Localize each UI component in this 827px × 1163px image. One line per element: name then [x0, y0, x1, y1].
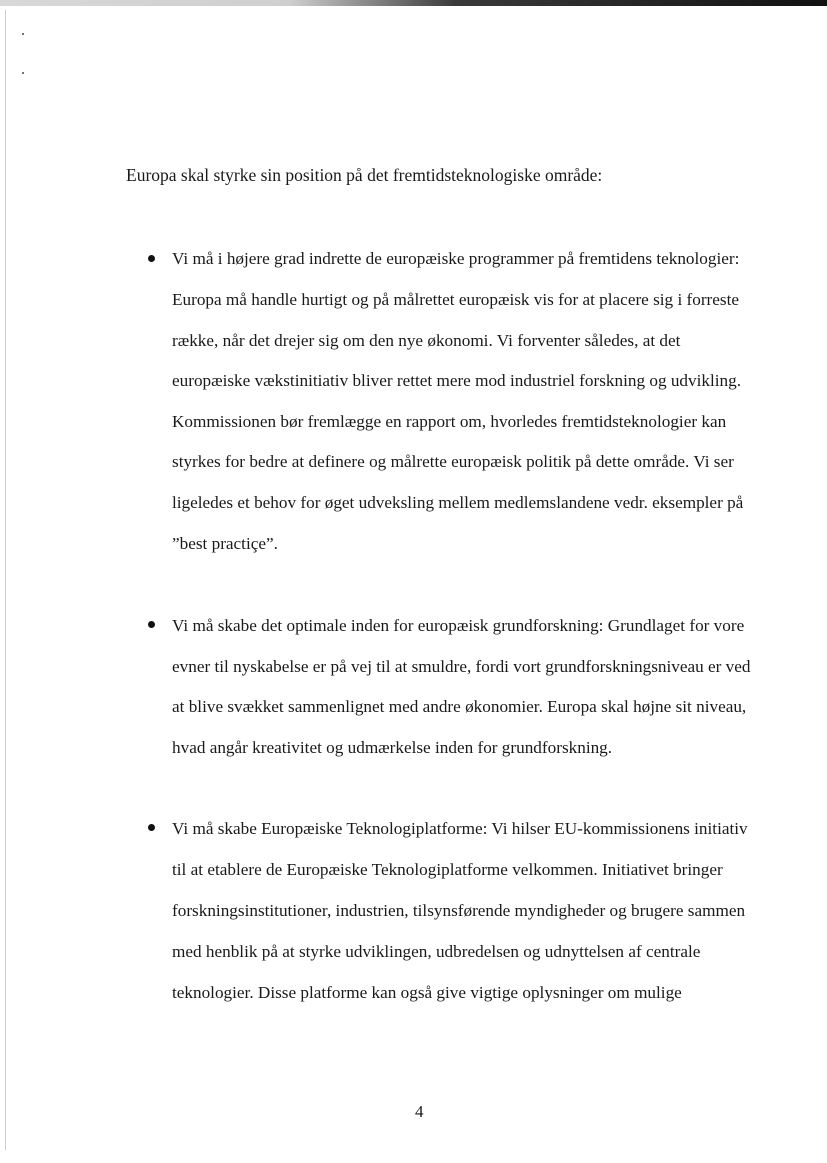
scan-speck [22, 72, 24, 74]
bullet-line: ligeledes et behov for øget udveksling mellem medlemslandene vedr. eksempler på [172, 493, 744, 512]
bullet-icon [148, 255, 155, 262]
bullet-line: Europa må handle hurtigt og på målrettet europæisk vis for at placere sig i forreste [172, 290, 740, 309]
bullet-line: Kommissionen bør fremlægge en rapport om, hvorledes fremtidsteknologier kan [172, 412, 727, 431]
bullet-line: hvad angår kreativitet og udmærkelse inden for grundforskning. [172, 738, 613, 757]
page-number: 4 [415, 1102, 424, 1121]
bullet-line: række, når det drejer sig om den nye økonomi. Vi forventer således, at det [172, 331, 681, 350]
bullet-line: at blive svækket sammenlignet med andre økonomier. Europa skal højne sit niveau, [172, 697, 747, 716]
section-heading: Europa skal styrke sin position på det fremtidsteknologiske område: [126, 165, 603, 185]
bullet-line: med henblik på at styrke udviklingen, udbredelsen og udnyttelsen af centrale [172, 942, 701, 961]
bullet-line: styrkes for bedre at definere og målrette europæisk politik på dette område. Vi ser [172, 452, 734, 471]
bullet-line: Vi må skabe Europæiske Teknologiplatforme: Vi hilser EU-kommissionens initiativ [172, 819, 748, 838]
bullet-line: evner til nyskabelse er på vej til at smuldre, fordi vort grundforskningsniveau er ved [172, 657, 751, 676]
bullet-line: teknologier. Disse platforme kan også give vigtige oplysninger om mulige [172, 983, 682, 1002]
bullet-icon [148, 621, 155, 628]
bullet-line: ”best practiçe”. [172, 534, 278, 553]
bullet-line: forskningsinstitutioner, industrien, tilsynsførende myndigheder og brugere sammen [172, 901, 746, 920]
scan-speck [22, 33, 24, 35]
bullet-line: til at etablere de Europæiske Teknologiplatforme velkommen. Initiativet bringer [172, 860, 723, 879]
bullet-line: Vi må i højere grad indrette de europæiske programmer på fremtidens teknologier: [172, 249, 740, 268]
scan-top-edge [0, 0, 827, 6]
bullet-line: europæiske vækstinitiativ bliver rettet mere mod industriel forskning og udvikling. [172, 371, 742, 390]
bullet-line: Vi må skabe det optimale inden for europæisk grundforskning: Grundlaget for vore [172, 616, 745, 635]
bullet-icon [148, 824, 155, 831]
scan-left-edge [5, 10, 6, 1150]
